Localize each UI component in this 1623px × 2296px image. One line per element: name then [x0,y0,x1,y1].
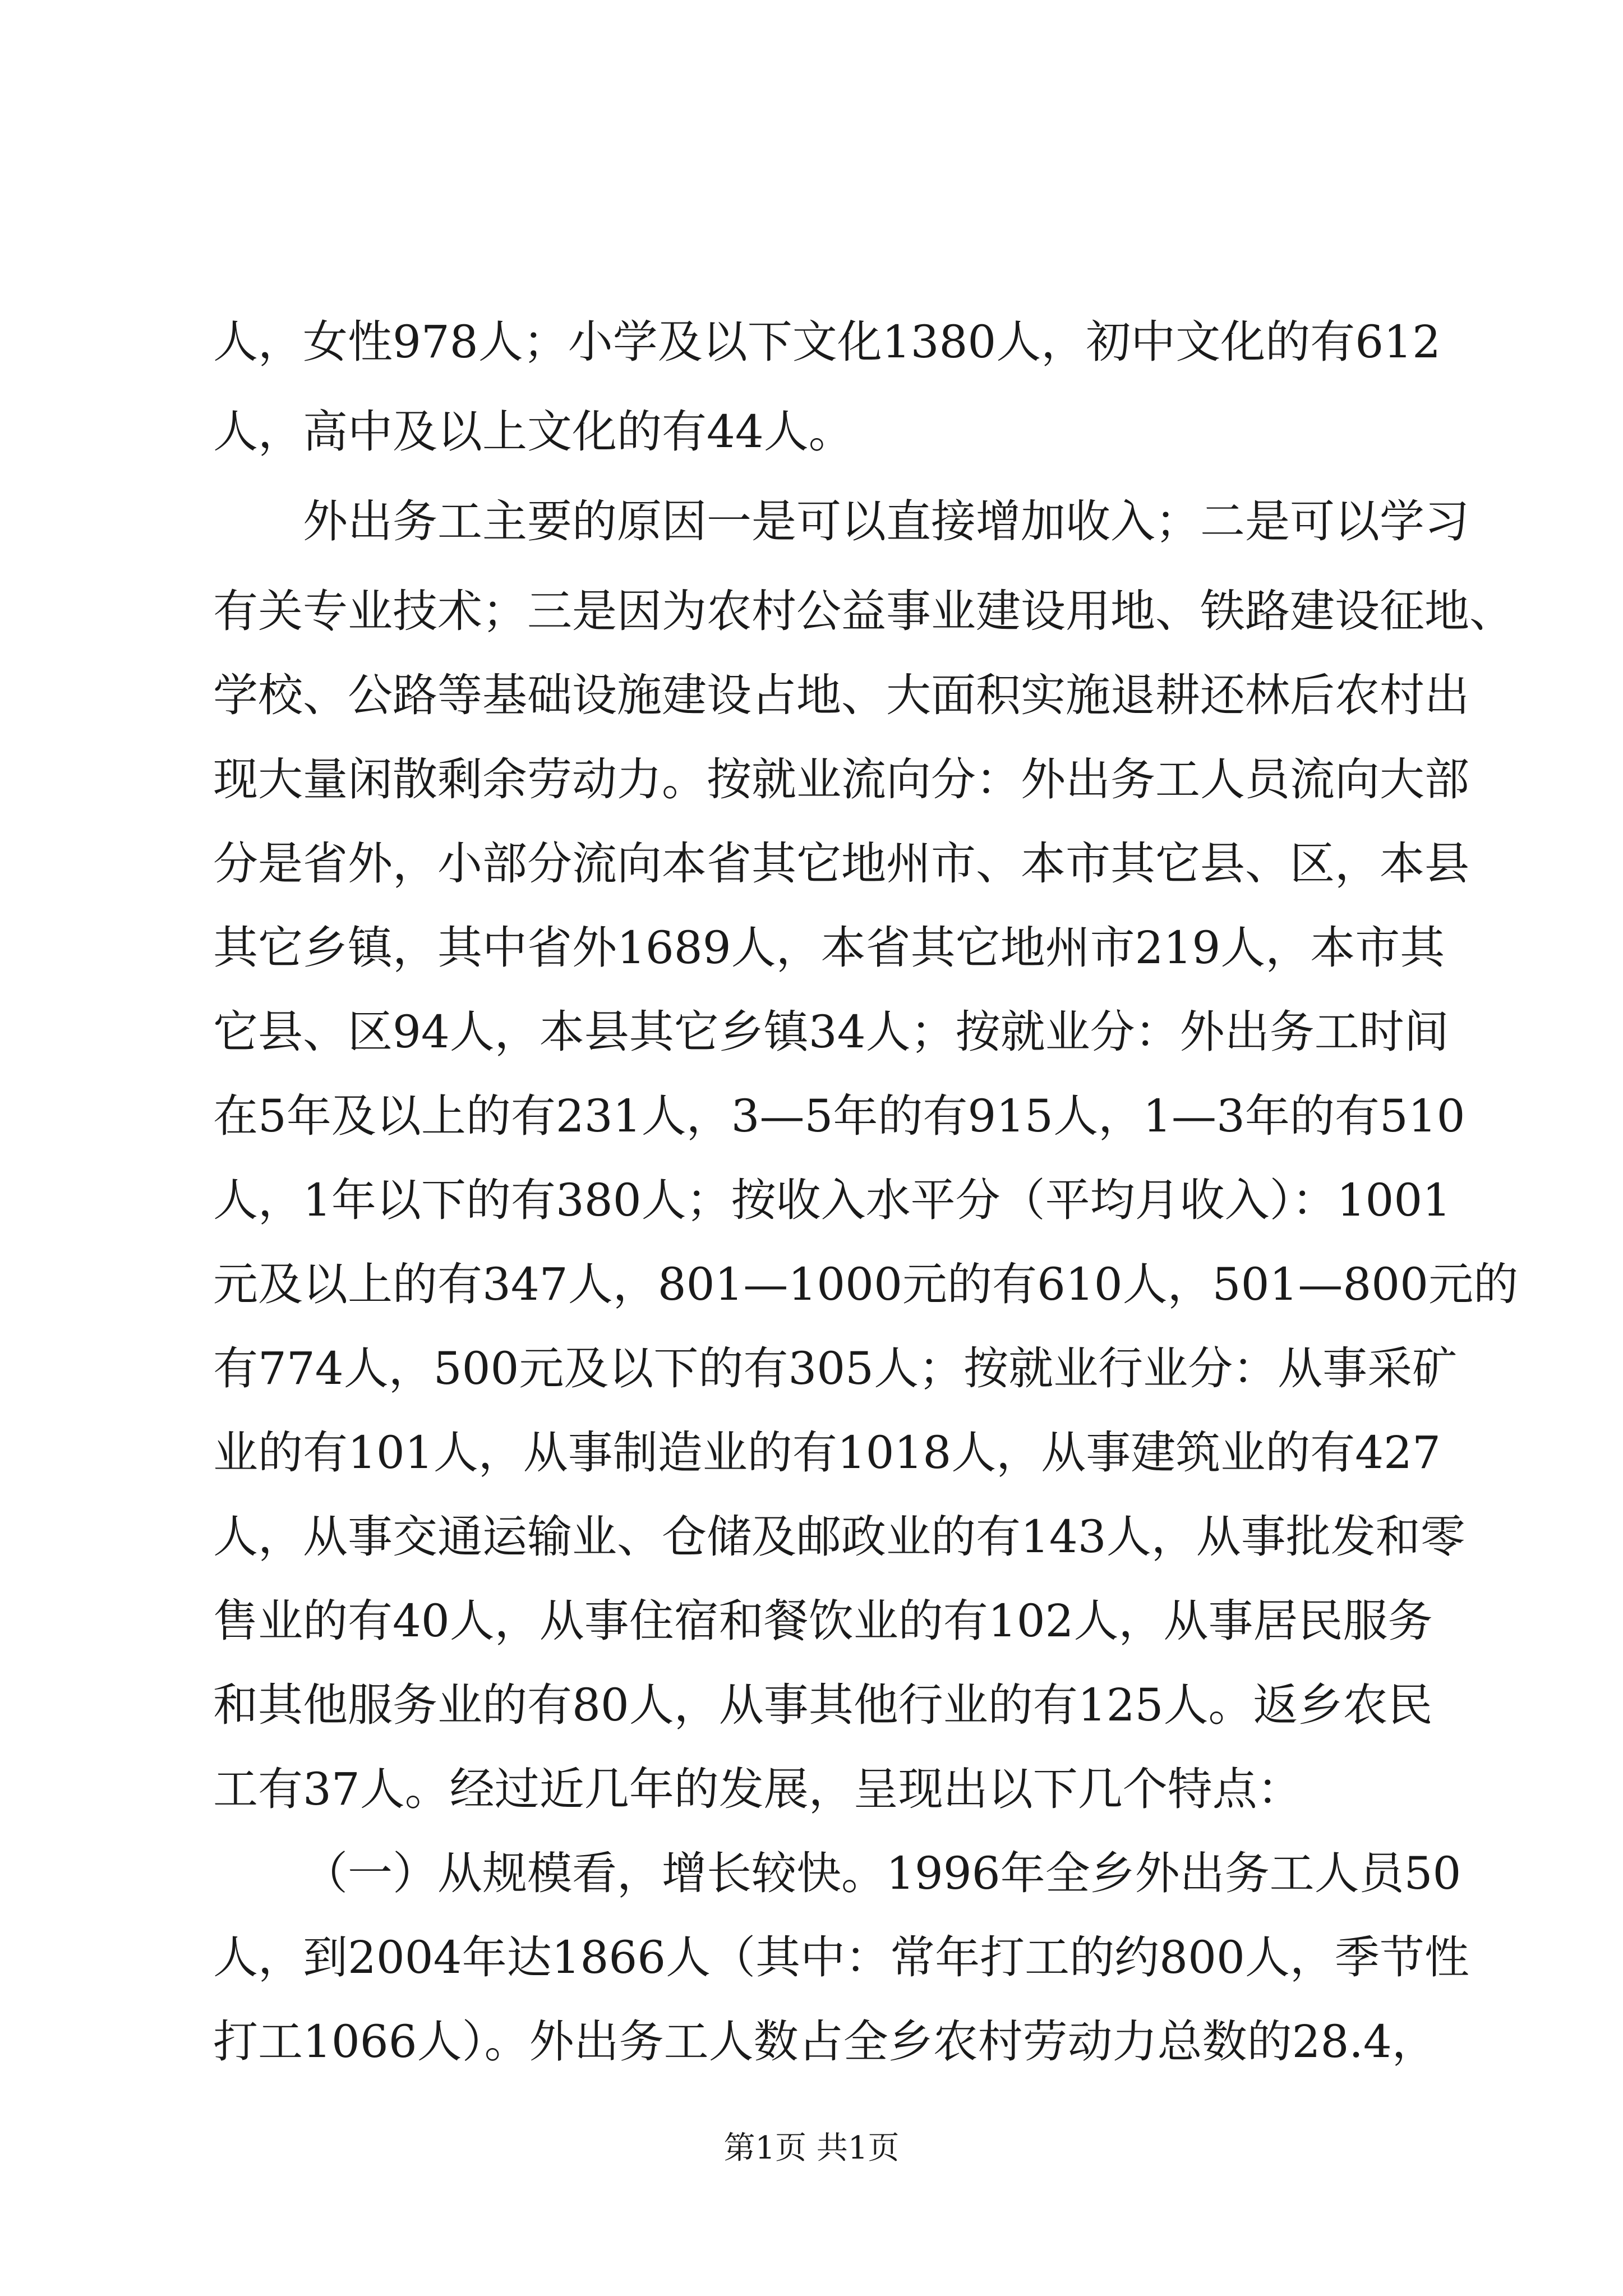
body-line: 人，高中及以上文化的有44人。 [213,406,854,458]
body-line: 在5年及以上的有231人，3—5年的有915人，1—3年的有510 [213,1090,1465,1142]
body-line: 元及以上的有347人，801—1000元的有610人，501—800元的 [213,1258,1519,1310]
page-footer: 第1页 共1页 [723,2130,900,2166]
body-line: 现大量闲散剩余劳动力。按就业流向分：外出务工人员流向大部 [213,753,1469,806]
body-line: 有774人，500元及以下的有305人；按就业行业分：从事采矿 [213,1342,1458,1395]
body-line: 和其他服务业的有80人，从事其他行业的有125人。返乡农民 [213,1679,1433,1731]
body-line: 业的有101人，从事制造业的有1018人，从事建筑业的有427 [213,1427,1441,1479]
body-line: （一）从规模看，增长较快。1996年全乡外出务工人员50 [303,1847,1461,1899]
body-line: 分是省外，小部分流向本省其它地州市、本市其它县、区，本县 [213,838,1469,890]
body-line: 学校、公路等基础设施建设占地、大面积实施退耕还林后农村出 [213,669,1469,721]
body-line: 它县、区94人，本县其它乡镇34人；按就业分：外出务工时间 [213,1006,1449,1058]
body-line: 人，到2004年达1866人（其中：常年打工的约800人，季节性 [213,1931,1469,1984]
body-line: 有关专业技术；三是因为农村公益事业建设用地、铁路建设征地、 [213,585,1514,637]
body-line: 外出务工主要的原因一是可以直接增加收入；二是可以学习 [303,495,1469,547]
body-line: 人，女性978人；小学及以下文化1380人，初中文化的有612 [213,316,1441,368]
body-line: 人，1年以下的有380人；按收入水平分（平均月收入）：1001 [213,1174,1451,1226]
body-line: 工有37人。经过近几年的发展，呈现出以下几个特点： [213,1763,1302,1815]
body-line: 打工1066人）。外出务工人数占全乡农村劳动力总数的28.4， [213,2016,1437,2068]
body-line: 售业的有40人，从事住宿和餐饮业的有102人，从事居民服务 [213,1595,1433,1647]
body-line: 人，从事交通运输业、仓储及邮政业的有143人，从事批发和零 [213,1511,1465,1563]
body-line: 其它乡镇，其中省外1689人，本省其它地州市219人，本市其 [213,922,1445,974]
